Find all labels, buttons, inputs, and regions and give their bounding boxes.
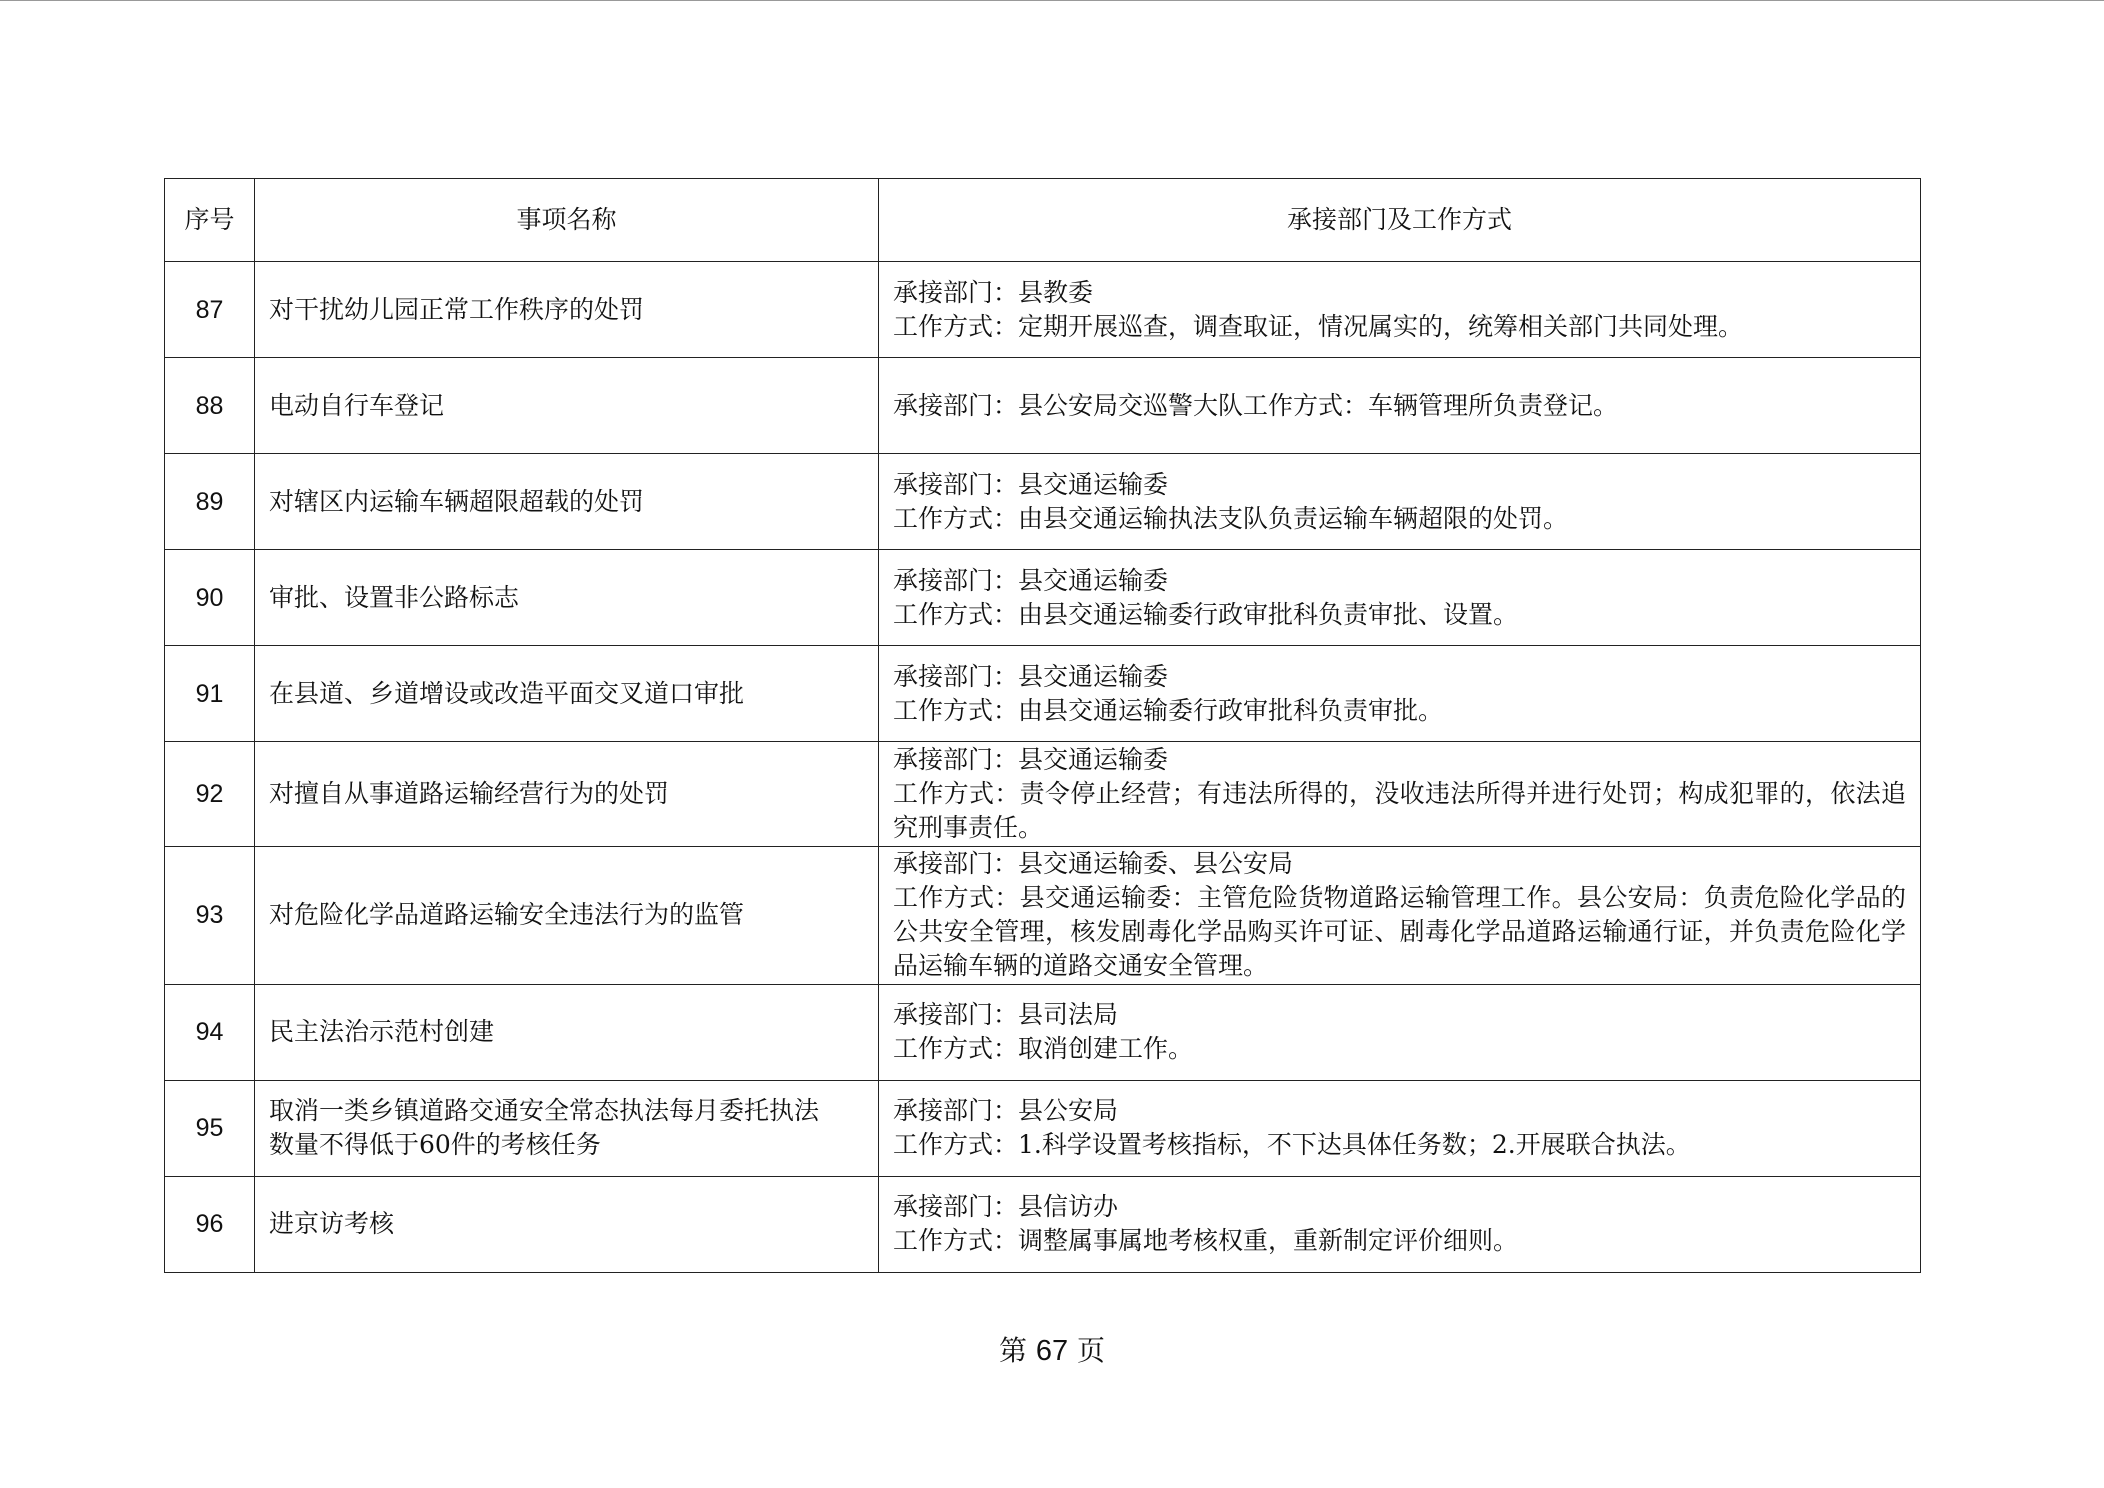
item-name-line: 数量不得低于60件的考核任务 xyxy=(269,1130,601,1160)
item-name-cell xyxy=(255,550,879,646)
dept-method-cell xyxy=(879,1176,1921,1272)
table-row xyxy=(165,262,1921,358)
dept-method-cell xyxy=(879,358,1921,454)
table-row xyxy=(165,454,1921,550)
header-name: 事项名称 xyxy=(255,179,879,262)
dept-line: 承接部门：县交通运输委 xyxy=(893,745,1169,775)
dept-line: 承接部门：县交通运输委 xyxy=(893,565,1169,595)
table-row xyxy=(165,984,1921,1080)
table-header-row xyxy=(165,179,1921,262)
method-line: 工作方式：定期开展巡查，调查取证，情况属实的，统筹相关部门共同处理。 xyxy=(893,311,1744,341)
table-row xyxy=(165,742,1921,846)
item-name-line: 电动自行车登记 xyxy=(269,390,445,420)
item-name-line: 取消一类乡镇道路交通安全常态执法每月委托执法 xyxy=(269,1096,820,1126)
row-number: 94 xyxy=(165,984,255,1080)
dept-line: 承接部门：县交通运输委、县公安局 xyxy=(893,849,1294,879)
dept-line: 承接部门：县交通运输委 xyxy=(893,661,1169,691)
header-dept: 承接部门及工作方式 xyxy=(879,179,1921,262)
item-name-line: 审批、设置非公路标志 xyxy=(269,582,520,612)
table-row xyxy=(165,646,1921,742)
dept-method-cell xyxy=(879,646,1921,742)
footer-suffix: 页 xyxy=(1077,1334,1106,1367)
method-line: 工作方式：由县交通运输委行政审批科负责审批、设置。 xyxy=(893,599,1519,629)
item-name-cell xyxy=(255,742,879,846)
item-name-cell xyxy=(255,984,879,1080)
item-name-cell xyxy=(255,454,879,550)
dept-line: 承接部门：县公安局交巡警大队工作方式：车辆管理所负责登记。 xyxy=(893,390,1619,420)
method-line: 工作方式：由县交通运输执法支队负责运输车辆超限的处罚。 xyxy=(893,503,1569,533)
row-number: 90 xyxy=(165,550,255,646)
item-name-line: 在县道、乡道增设或改造平面交叉道口审批 xyxy=(269,678,745,708)
dept-method-cell xyxy=(879,742,1921,846)
item-name-cell xyxy=(255,1080,879,1176)
row-number: 87 xyxy=(165,262,255,358)
method-line: 工作方式：县交通运输委：主管危险货物道路运输管理工作。县公安局：负责危险化学品的公共安全管理，核发剧毒化学品购买许可证、剧毒化学品道路运输通行证，并负责危险化学品运输车辆的道路交通安全管理。 xyxy=(893,883,1906,981)
table-row xyxy=(165,550,1921,646)
method-line: 工作方式：责令停止经营；有违法所得的，没收违法所得并进行处罚；构成犯罪的，依法追究刑事责任。 xyxy=(893,779,1906,843)
dept-method-cell xyxy=(879,1080,1921,1176)
row-number: 92 xyxy=(165,742,255,846)
row-number: 91 xyxy=(165,646,255,742)
row-number: 93 xyxy=(165,846,255,984)
method-line: 工作方式：调整属事属地考核权重，重新制定评价细则。 xyxy=(893,1226,1519,1256)
item-name-cell xyxy=(255,646,879,742)
header-num: 序号 xyxy=(165,179,255,262)
item-name-line: 进京访考核 xyxy=(269,1209,395,1239)
item-name-line: 对擅自从事道路运输经营行为的处罚 xyxy=(269,779,670,809)
row-number: 88 xyxy=(165,358,255,454)
page-footer xyxy=(0,1333,2104,1369)
footer-prefix: 第 xyxy=(998,1334,1027,1367)
item-name-cell xyxy=(255,1176,879,1272)
items-table xyxy=(164,178,1921,1273)
row-number: 95 xyxy=(165,1080,255,1176)
item-name-line: 对辖区内运输车辆超限超载的处罚 xyxy=(269,486,645,516)
item-name-line: 民主法治示范村创建 xyxy=(269,1017,495,1047)
dept-line: 承接部门：县司法局 xyxy=(893,1000,1119,1030)
method-line: 工作方式：1.科学设置考核指标，不下达具体任务数；2.开展联合执法。 xyxy=(893,1130,1691,1160)
dept-line: 承接部门：县公安局 xyxy=(893,1096,1119,1126)
item-name-line: 对干扰幼儿园正常工作秩序的处罚 xyxy=(269,294,645,324)
dept-line: 承接部门：县教委 xyxy=(893,277,1094,307)
row-number: 96 xyxy=(165,1176,255,1272)
dept-method-cell xyxy=(879,984,1921,1080)
method-line: 工作方式：取消创建工作。 xyxy=(893,1034,1194,1064)
item-name-cell xyxy=(255,846,879,984)
row-number: 89 xyxy=(165,454,255,550)
table-row xyxy=(165,358,1921,454)
table-body xyxy=(165,262,1921,1273)
method-line: 工作方式：由县交通运输委行政审批科负责审批。 xyxy=(893,695,1444,725)
table-row xyxy=(165,1176,1921,1272)
dept-method-cell xyxy=(879,262,1921,358)
table-row xyxy=(165,1080,1921,1176)
dept-method-cell xyxy=(879,454,1921,550)
dept-method-cell xyxy=(879,550,1921,646)
item-name-cell xyxy=(255,358,879,454)
dept-line: 承接部门：县信访办 xyxy=(893,1192,1119,1222)
dept-line: 承接部门：县交通运输委 xyxy=(893,469,1169,499)
dept-method-cell xyxy=(879,846,1921,984)
item-name-line: 对危险化学品道路运输安全违法行为的监管 xyxy=(269,900,745,930)
item-name-cell xyxy=(255,262,879,358)
page-number: 67 xyxy=(1035,1335,1069,1367)
table-row xyxy=(165,846,1921,984)
